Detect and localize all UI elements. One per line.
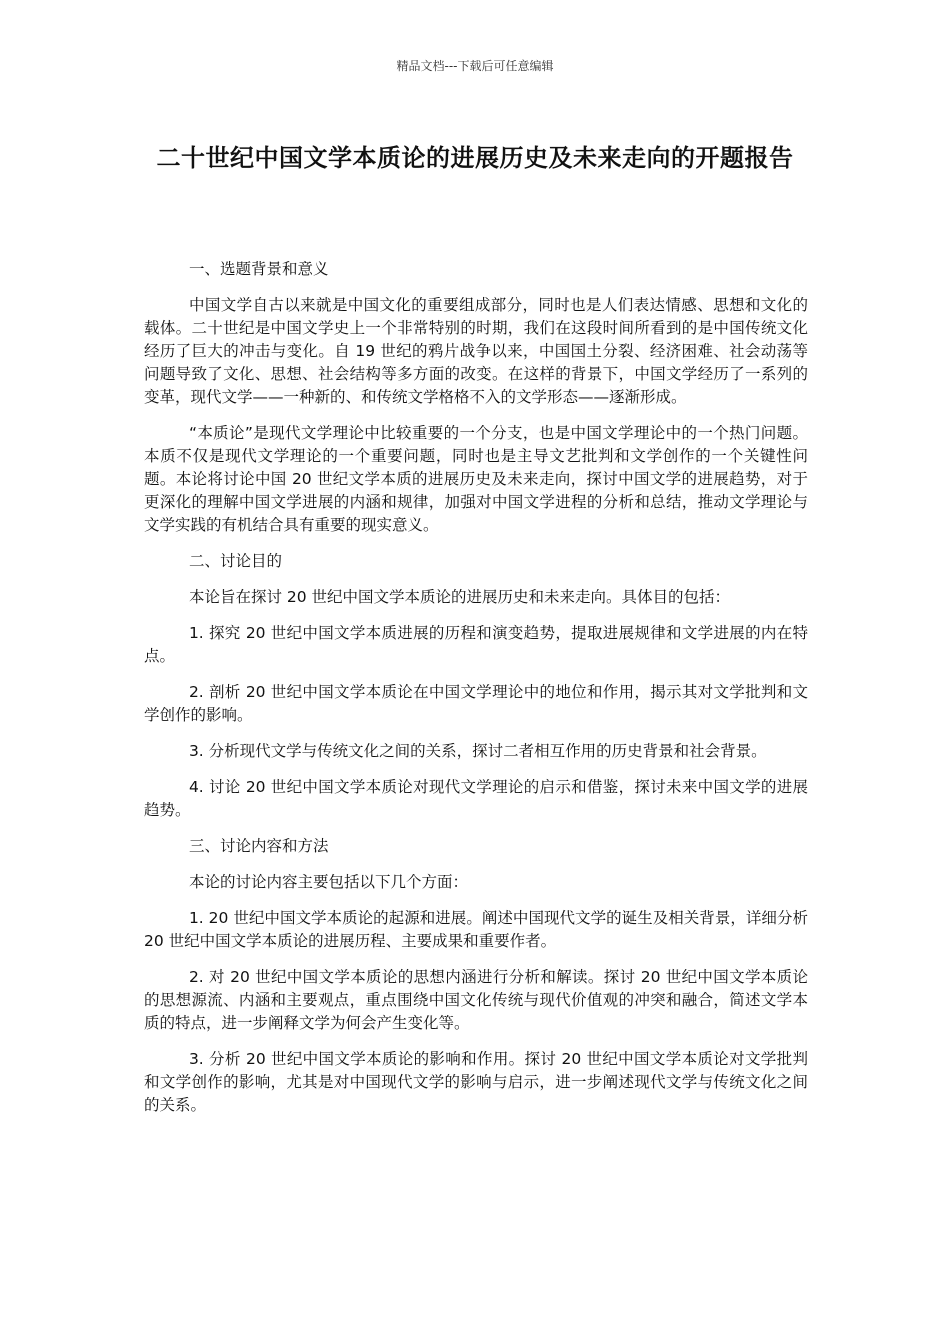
document-body (144, 258, 808, 1130)
paragraph: 中国文学自古以来就是中国文化的重要组成部分，同时也是人们表达情感、思想和文化的载体。二十世纪是中国文学史上一个非常特别的时期，我们在这段时间所看到的是中国传统文化经历了巨大的冲击与变化。自 19 世纪的鸦片战争以来，中国国土分裂、经济困难、社会动荡等问题导致了文化、思想、社会结构等多方面的改变。在这样的背景下，中国文学经历了一系列的变革，现代文学——一种新的、和传统文学格格不入的文学形态——逐渐形成。 (144, 296, 808, 406)
list-item: 1. 20 世纪中国文学本质论的起源和进展。阐述中国现代文学的诞生及相关背景，详细分析 20 世纪中国文学本质论的进展历程、主要成果和重要作者。 (144, 909, 808, 950)
list-item: 3. 分析现代文学与传统文化之间的关系，探讨二者相互作用的历史背景和社会背景。 (188, 742, 767, 760)
page-header-note: 精品文档---下载后可任意编辑 (396, 59, 554, 73)
paragraph: 本论旨在探讨 20 世纪中国文学本质论的进展历史和未来走向。具体目的包括： (188, 588, 731, 606)
section-heading-content-methods: 三、讨论内容和方法 (188, 837, 329, 855)
list-item: 2. 剖析 20 世纪中国文学本质论在中国文学理论中的地位和作用，揭示其对文学批判和文学创作的影响。 (144, 683, 808, 724)
section-heading-background: 一、选题背景和意义 (188, 260, 329, 278)
paragraph: “本质论”是现代文学理论中比较重要的一个分支，也是中国文学理论中的一个热门问题。本质不仅是现代文学理论的一个重要问题，同时也是主导文艺批判和文学创作的一个关键性问题。本论将讨论中国 20 世纪文学本质的进展历史及未来走向，探讨中国文学的进展趋势，对于更深化的理解中国文学进展的内涵和规律，加强对中国文学进程的分析和总结，推动文学理论与文学实践的有机结合具有重要的现实意义。 (144, 424, 808, 534)
document-title: 二十世纪中国文学本质论的进展历史及未来走向的开题报告 (156, 144, 794, 172)
list-item: 4. 讨论 20 世纪中国文学本质论对现代文学理论的启示和借鉴，探讨未来中国文学的进展趋势。 (144, 778, 808, 819)
section-heading-purpose: 二、讨论目的 (188, 552, 282, 570)
list-item: 1. 探究 20 世纪中国文学本质进展的历程和演变趋势，提取进展规律和文学进展的内在特点。 (144, 624, 808, 665)
list-item: 3. 分析 20 世纪中国文学本质论的影响和作用。探讨 20 世纪中国文学本质论对文学批判和文学创作的影响，尤其是对中国现代文学的影响与启示，进一步阐述现代文学与传统文化之间的关系。 (144, 1050, 808, 1114)
list-item: 2. 对 20 世纪中国文学本质论的思想内涵进行分析和解读。探讨 20 世纪中国文学本质论的思想源流、内涵和主要观点，重点围绕中国文化传统与现代价值观的冲突和融合，简述文学本质的特点，进一步阐释文学为何会产生变化等。 (144, 968, 808, 1032)
paragraph: 本论的讨论内容主要包括以下几个方面： (188, 873, 468, 891)
